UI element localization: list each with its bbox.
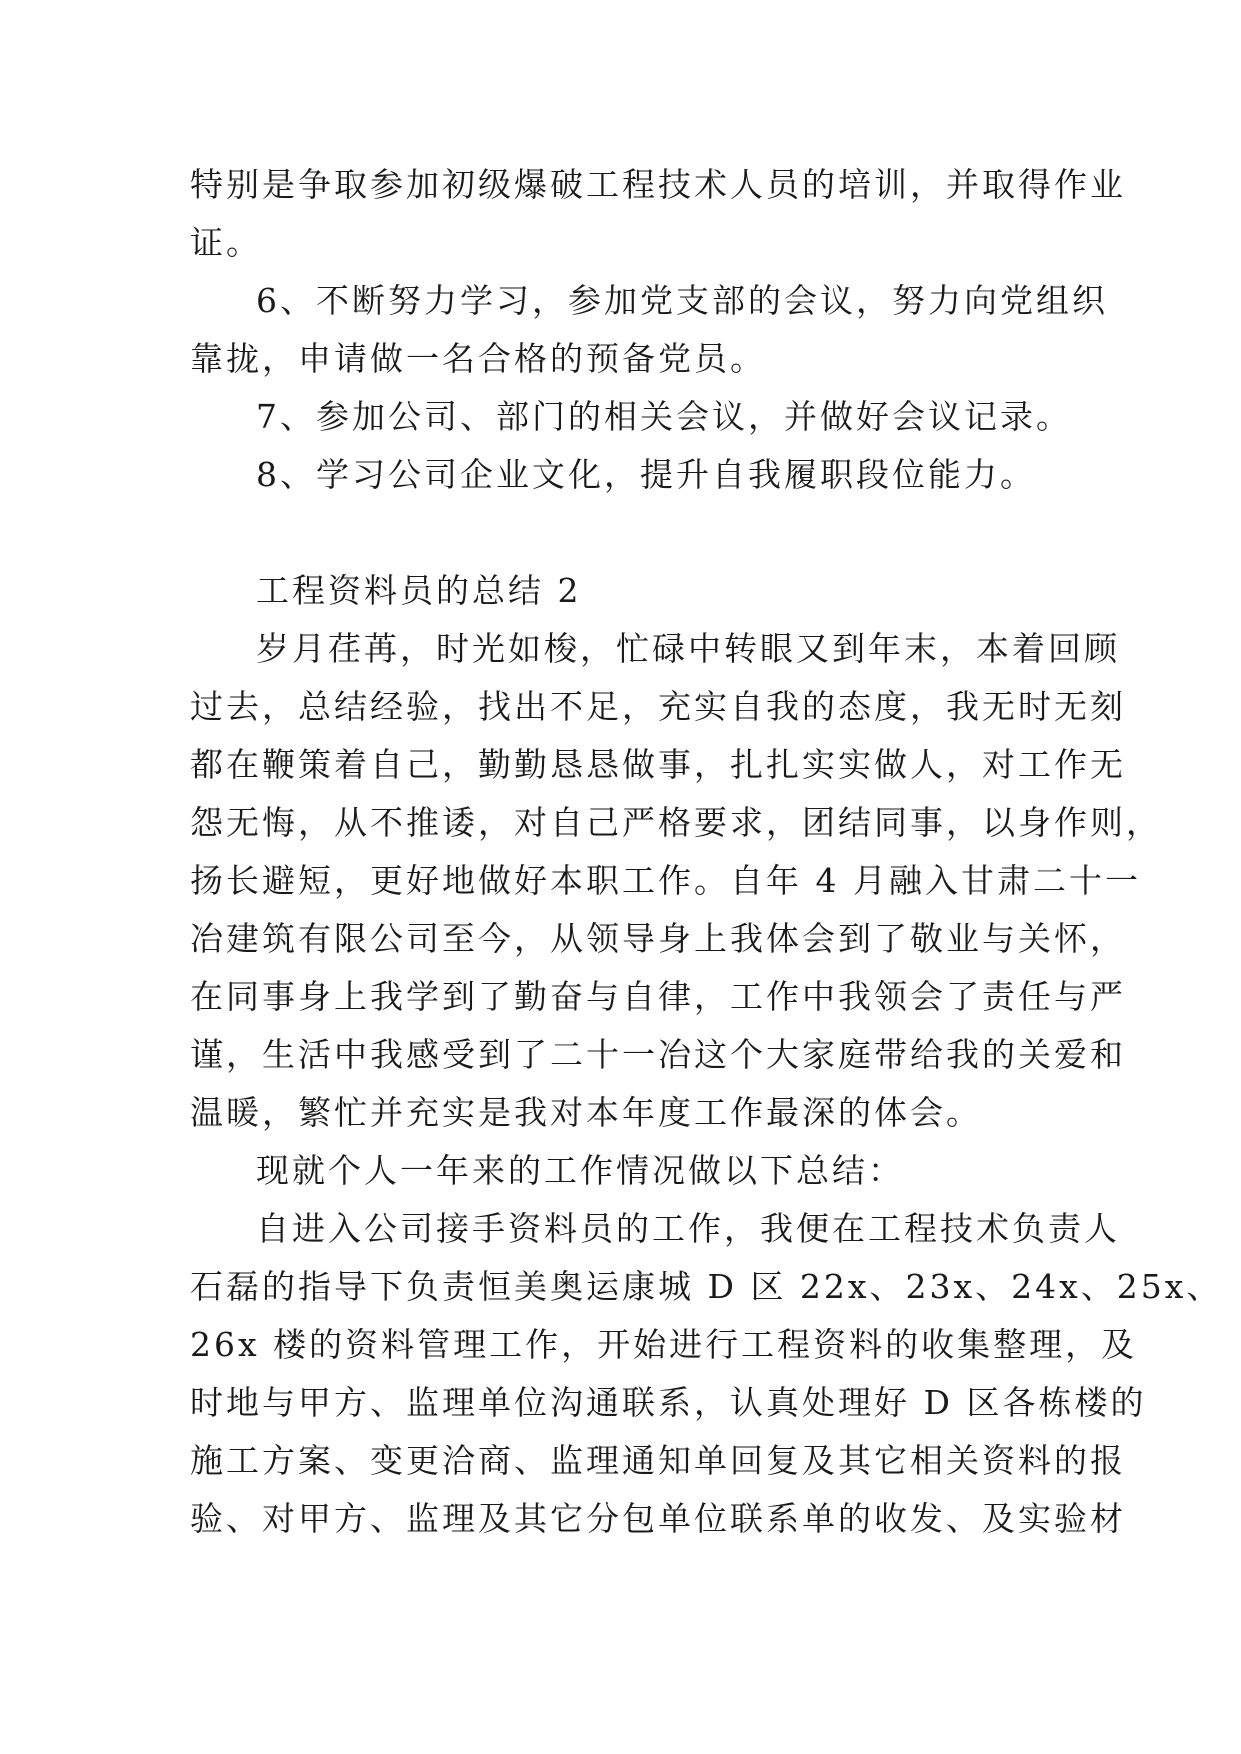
paragraph-line: 在同事身上我学到了勤奋与自律，工作中我领会了责任与严 xyxy=(190,977,1126,1016)
paragraph-line: 扬长避短，更好地做好本职工作。自年 4 月融入甘肃二十一 xyxy=(190,861,1141,900)
paragraph-line: 谨，生活中我感受到了二十一冶这个大家庭带给我的关爱和 xyxy=(190,1035,1126,1074)
paragraph-line: 冶建筑有限公司至今，从领导身上我体会到了敬业与关怀， xyxy=(190,919,1126,958)
text-line: 特别是争取参加初级爆破工程技术人员的培训，并取得作业 xyxy=(190,165,1126,204)
paragraph-line: 过去，总结经验，找出不足，充实自我的态度，我无时无刻 xyxy=(190,687,1126,726)
list-item-8: 8、学习公司企业文化，提升自我履职段位能力。 xyxy=(256,455,1036,494)
paragraph-line: 石磊的指导下负责恒美奥运康城 D 区 22x、23x、24x、25x、 xyxy=(190,1267,1223,1306)
section-spacer xyxy=(190,504,1050,562)
paragraph-line: 验、对甲方、监理及其它分包单位联系单的收发、及实验材 xyxy=(190,1499,1126,1538)
paragraph-line: 施工方案、变更洽商、监理通知单回复及其它相关资料的报 xyxy=(190,1441,1126,1480)
list-item-6-line-1: 6、不断努力学习，参加党支部的会议，努力向党组织 xyxy=(256,281,1108,320)
paragraph-line: 都在鞭策着自己，勤勤恳恳做事，扎扎实实做人，对工作无 xyxy=(190,745,1126,784)
list-item-6-line-2: 靠拢，申请做一名合格的预备党员。 xyxy=(190,339,766,378)
summary-intro: 现就个人一年来的工作情况做以下总结： xyxy=(256,1151,904,1190)
text-line: 证。 xyxy=(190,223,262,262)
paragraph-line: 26x 楼的资料管理工作，开始进行工程资料的收集整理，及 xyxy=(190,1325,1138,1364)
paragraph-line: 温暖，繁忙并充实是我对本年度工作最深的体会。 xyxy=(190,1093,982,1132)
paragraph-line: 怨无悔，从不推诿，对自己严格要求，团结同事，以身作则， xyxy=(190,803,1162,842)
paragraph-line: 时地与甲方、监理单位沟通联系，认真处理好 D 区各栋楼的 xyxy=(190,1383,1147,1422)
paragraph-line: 自进入公司接手资料员的工作，我便在工程技术负责人 xyxy=(256,1209,1120,1248)
paragraph-line: 岁月荏苒，时光如梭，忙碌中转眼又到年末，本着回顾 xyxy=(256,629,1120,668)
section-heading: 工程资料员的总结 2 xyxy=(256,571,582,610)
list-item-7: 7、参加公司、部门的相关会议，并做好会议记录。 xyxy=(256,397,1072,436)
document-body xyxy=(190,156,1223,1548)
